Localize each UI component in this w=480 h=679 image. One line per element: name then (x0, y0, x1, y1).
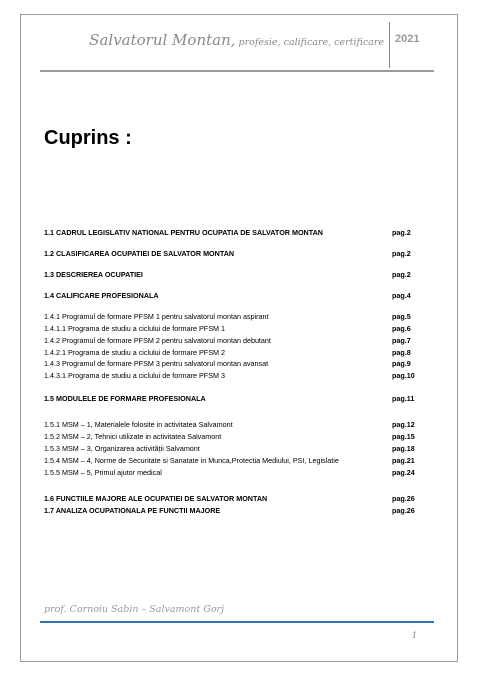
toc-entry-page: pag.18 (392, 444, 415, 453)
toc-title: Cuprins : (44, 127, 132, 149)
toc-entry-label: 1.4.1 Programul de formare PFSM 1 pentru salvatorul montan aspirant (44, 312, 269, 321)
toc-entry-label: 1.4.3 Programul de formare PFSM 3 pentru salvatorul montan avansat (44, 359, 269, 368)
toc-entry-page: pag.2 (392, 270, 411, 279)
toc-entry-label: 1.5.5 MSM – 5, Primul ajutor medical (44, 468, 162, 477)
toc-entry-page: pag.4 (392, 291, 411, 300)
footer-rule (40, 621, 434, 623)
toc-entry-label: 1.1 CADRUL LEGISLATIV NATIONAL PENTRU OCUPATIA DE SALVATOR MONTAN (44, 228, 323, 237)
toc-entry-page: pag.26 (392, 506, 415, 515)
header-rule (40, 70, 434, 72)
toc-entry-label: 1.4.2.1 Programa de studiu a ciclului de formare PFSM 2 (44, 348, 225, 357)
page-number: 1 (412, 631, 418, 640)
toc-entry-page: pag.10 (392, 371, 415, 380)
toc-entry-label: 1.6 FUNCTIILE MAJORE ALE OCUPATIEI DE SALVATOR MONTAN (44, 494, 268, 503)
toc-entry-label: 1.3 DESCRIEREA OCUPATIEI (44, 270, 143, 279)
toc-entry-label: 1.7 ANALIZA OCUPATIONALA PE FUNCTII MAJORE (44, 506, 221, 515)
header-title-main: Salvatorul Montan, (89, 31, 236, 49)
footer-author: prof. Cornoiu Sabin – Salvamont Gorj (44, 604, 225, 615)
toc-entry-page: pag.26 (392, 494, 415, 503)
toc-entry-label: 1.5 MODULELE DE FORMARE PROFESIONALA (44, 394, 206, 403)
toc-entry-page: pag.21 (392, 456, 415, 465)
toc-entry-page: pag.5 (392, 312, 411, 321)
header-title (40, 30, 384, 49)
toc-entry-page: pag.8 (392, 348, 411, 357)
toc-entry-label: 1.5.4 MSM – 4, Norme de Securitate si Sanatate in Munca,Protectia Mediului, PSI, Legislatie (44, 456, 339, 465)
header-divider (389, 22, 390, 68)
toc-entry-page: pag.2 (392, 249, 411, 258)
toc-entry-label: 1.4 CALIFICARE PROFESIONALA (44, 291, 159, 300)
toc-entry-label: 1.4.3.1 Programa de studiu a ciclului de formare PFSM 3 (44, 371, 225, 380)
toc-entry-page: pag.12 (392, 420, 415, 429)
toc-entry-page: pag.6 (392, 324, 411, 333)
toc-entry-label: 1.2 CLASIFICAREA OCUPATIEI DE SALVATOR MONTAN (44, 249, 235, 258)
toc-entry-label: 1.5.3 MSM – 3, Organizarea activității Salvamont (44, 444, 200, 453)
toc-entry-page: pag.15 (392, 432, 415, 441)
toc-entry-page: pag.7 (392, 336, 411, 345)
header-title-sub: profesie, calificare, certificare (235, 37, 384, 48)
toc-entry-page: pag.2 (392, 228, 411, 237)
toc-entry-label: 1.4.1.1 Programa de studiu a ciclului de formare PFSM 1 (44, 324, 225, 333)
toc-entry-label: 1.5.2 MSM – 2, Tehnici utilizate in activitatea Salvamont (44, 432, 222, 441)
toc-entry-label: 1.4.2 Programul de formare PFSM 2 pentru salvatorul montan debutant (44, 336, 271, 345)
toc-entry-label: 1.5.1 MSM – 1, Materialele folosite in activitatea Salvamont (44, 420, 233, 429)
toc-entry-page: pag.11 (392, 394, 415, 403)
toc-entry-page: pag.24 (392, 468, 415, 477)
toc-entry-page: pag.9 (392, 359, 411, 368)
header-year: 2021 (395, 33, 420, 45)
